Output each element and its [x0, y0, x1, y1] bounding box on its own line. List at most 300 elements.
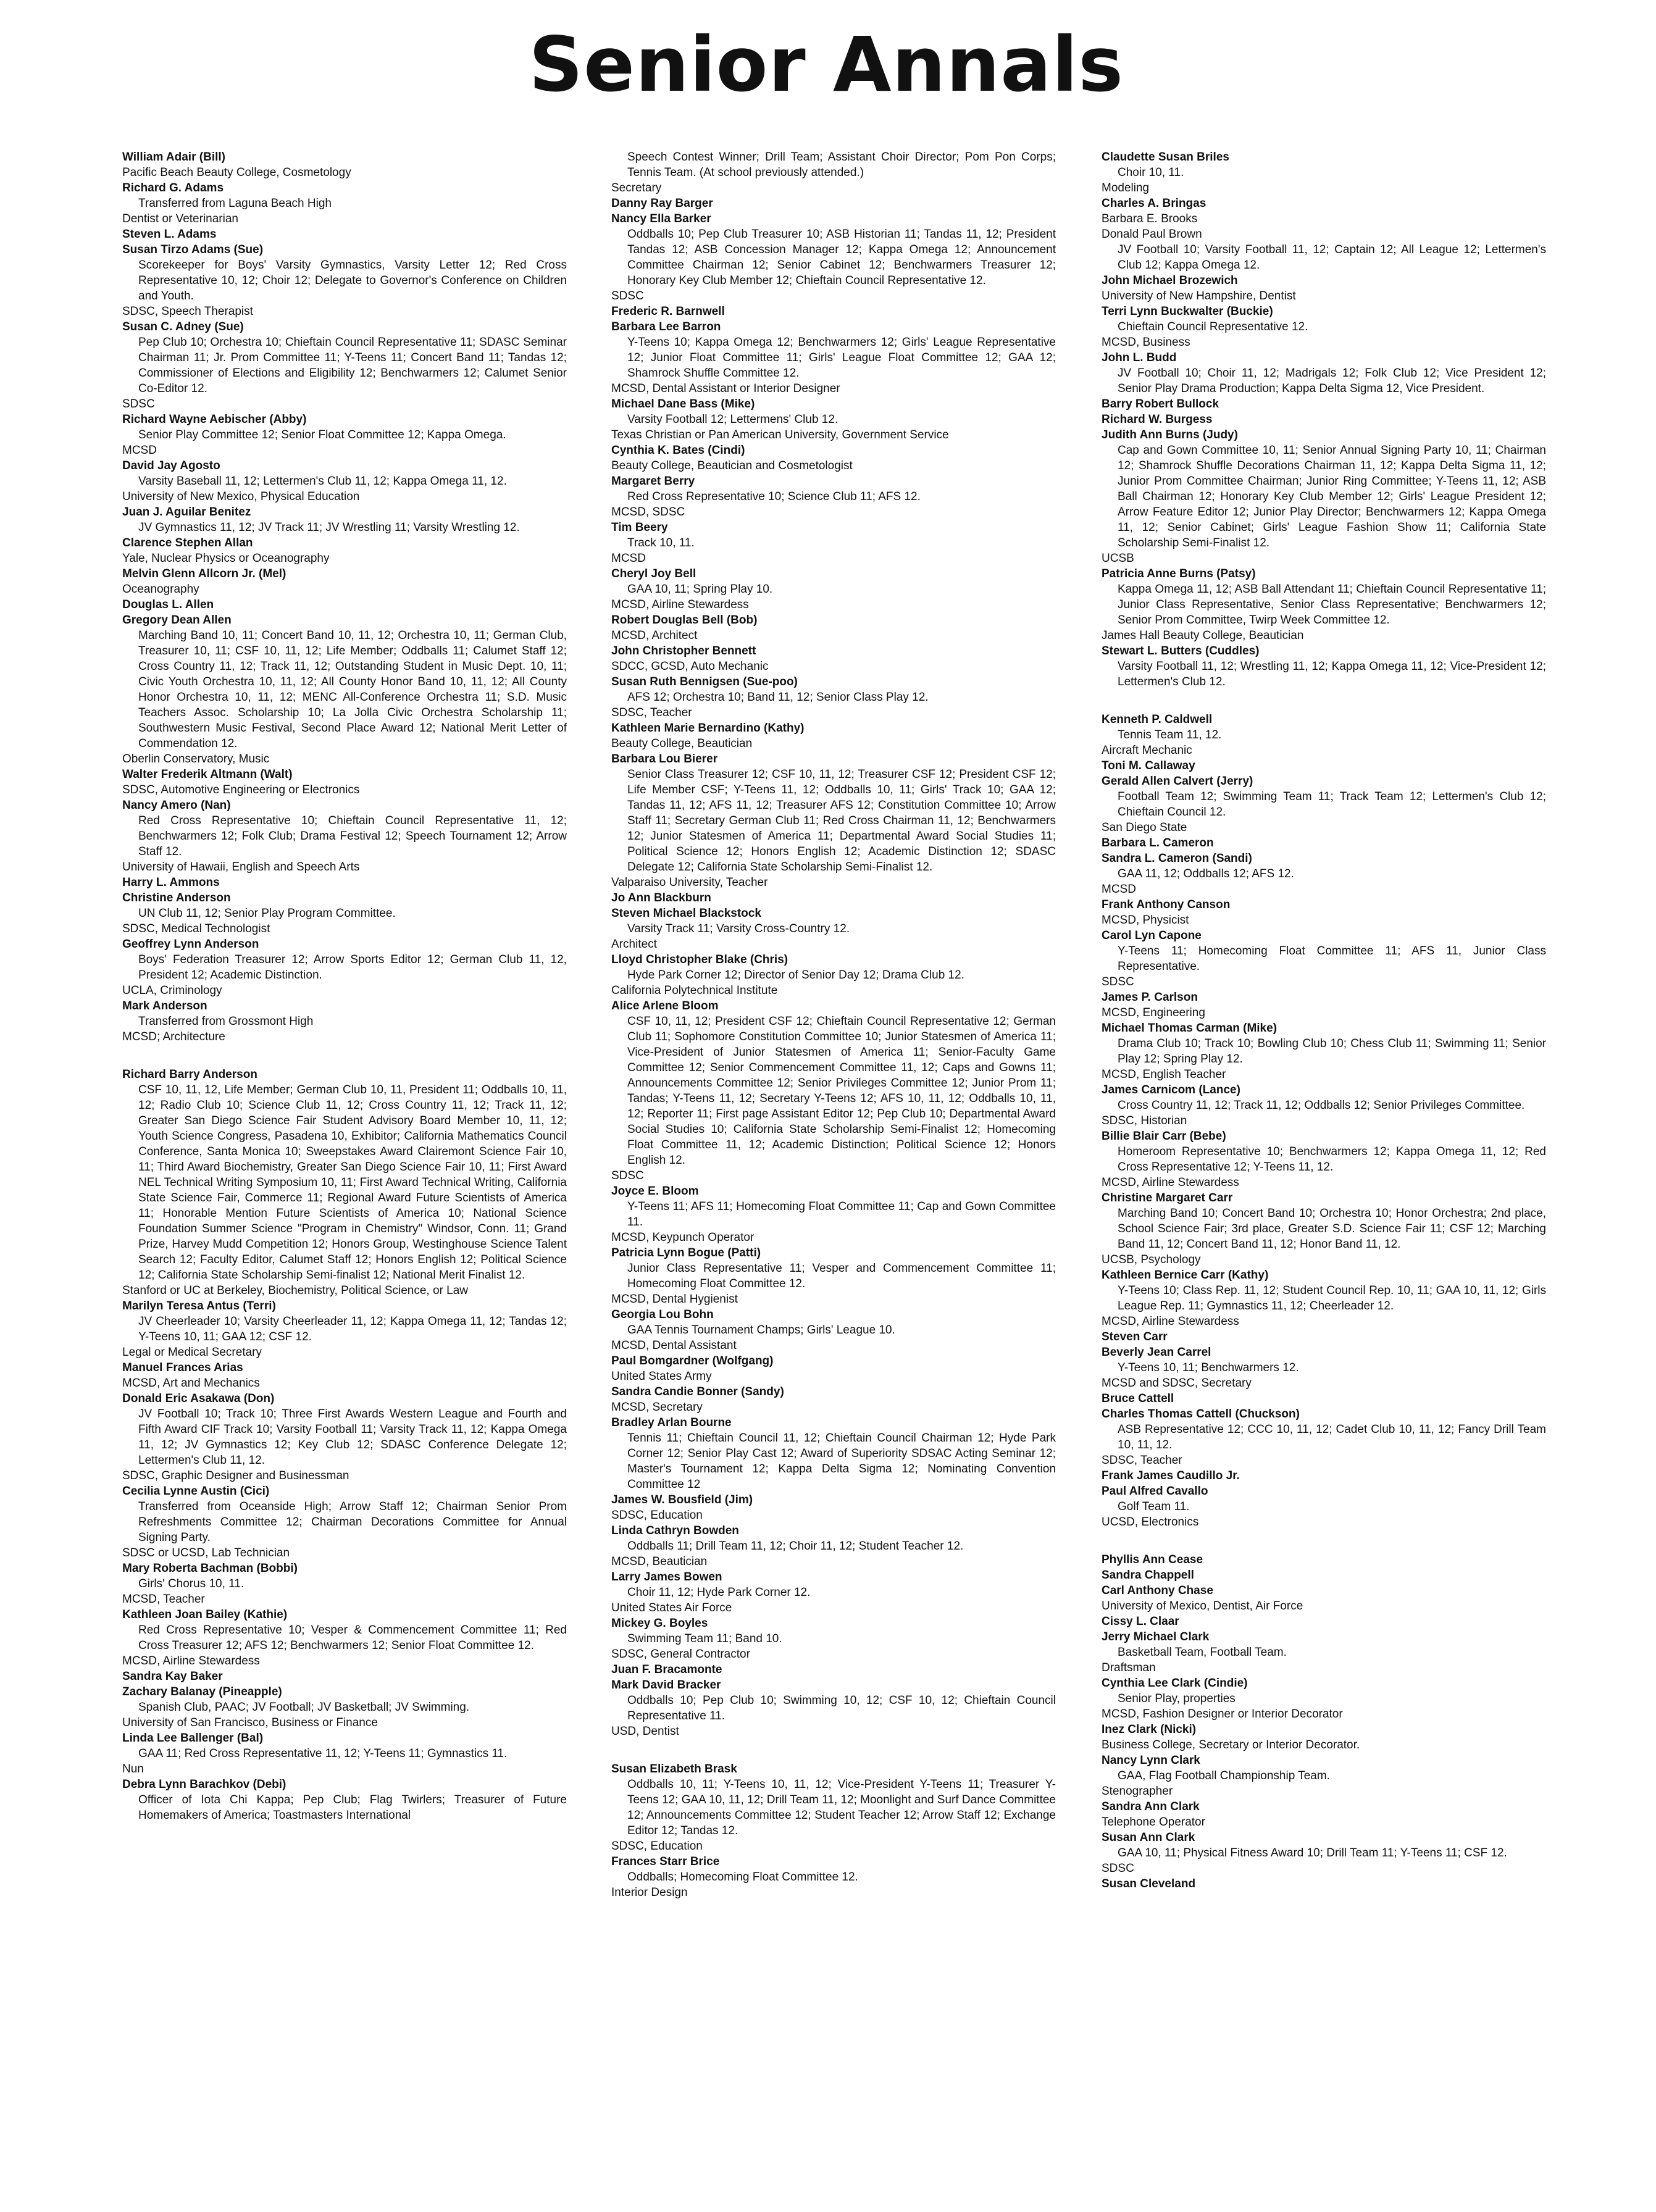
- senior-plans: MCSD, Airline Stewardess: [1102, 1315, 1239, 1328]
- senior-plans: Stenographer: [1102, 1785, 1173, 1798]
- senior-name: Richard Wayne Aebischer (Abby): [122, 413, 307, 426]
- senior-entry: [122, 1777, 567, 1823]
- senior-activities: Transferred from Laguna Beach High: [138, 197, 332, 210]
- senior-activities: Red Cross Representative 10; Science Club 11; AFS 12.: [627, 490, 921, 503]
- senior-activities: JV Cheerleader 10; Varsity Cheerleader 11, 12; Kappa Omega 11, 12; Tandas 12; Y-Teens 10, 11; GAA 12; CSF 12.: [138, 1315, 567, 1343]
- senior-entry: [1102, 758, 1546, 774]
- senior-activities: Choir 11, 12; Hyde Park Corner 12.: [627, 1586, 811, 1599]
- senior-plans: SDSC, Speech Therapist: [122, 305, 253, 318]
- senior-activities: Varsity Track 11; Varsity Cross-Country 12.: [627, 922, 850, 935]
- senior-entry: [1102, 273, 1546, 304]
- senior-name: Debra Lynn Barachkov (Debi): [122, 1778, 286, 1791]
- senior-name: Joyce E. Bloom: [611, 1185, 699, 1198]
- senior-name: Lloyd Christopher Blake (Chris): [611, 953, 788, 966]
- senior-plans: MCSD, Art and Mechanics: [122, 1377, 260, 1390]
- senior-plans: Telephone Operator: [1102, 1816, 1205, 1829]
- senior-entry: [122, 1360, 567, 1391]
- senior-name: Juan J. Aguilar Benitez: [122, 506, 251, 519]
- senior-name: Juan F. Bracamonte: [611, 1663, 722, 1676]
- senior-entry: [611, 1662, 1056, 1677]
- senior-activities: Football Team 12; Swimming Team 11; Track Team 12; Lettermen's Club 12; Chieftain Council 12.: [1118, 790, 1546, 819]
- senior-entry: [1102, 566, 1546, 643]
- senior-entry: [122, 1484, 567, 1561]
- senior-plans: Secretary: [611, 182, 662, 194]
- senior-name: Mickey G. Boyles: [611, 1617, 708, 1630]
- senior-plans: MCSD and SDSC, Secretary: [1102, 1377, 1252, 1390]
- senior-activities: JV Football 10; Track 10; Three First Awards Western League and Fourth and Fifth Award CIF Track 10; Varsity Football 11; Varsity Track 11, 12; Kappa Omega 11, 12; JV Gymnastics 12; Key Club 12; SDASC Conference Delegate 12; Lettermen's Club 11, 12.: [138, 1408, 567, 1467]
- column-1: [122, 149, 567, 2187]
- senior-plans: SDSC, Teacher: [611, 706, 692, 719]
- senior-entry: [611, 906, 1056, 952]
- senior-entry: [1102, 427, 1546, 566]
- senior-name: Michael Thomas Carman (Mike): [1102, 1022, 1278, 1035]
- senior-name: Kenneth P. Caldwell: [1102, 713, 1213, 726]
- senior-name: Kathleen Joan Bailey (Kathie): [122, 1608, 288, 1621]
- senior-entry: [611, 643, 1056, 674]
- senior-activities: Y-Teens 11; AFS 11; Homecoming Float Committee 11; Cap and Gown Committee 11.: [627, 1200, 1056, 1229]
- senior-plans: United States Air Force: [611, 1601, 732, 1614]
- senior-entry: [611, 1415, 1056, 1492]
- senior-entry: [1102, 304, 1546, 350]
- senior-activities: Y-Teens 10; Class Rep. 11, 12; Student Council Rep. 10, 11; GAA 10, 11, 12; Girls League Rep. 11; Gymnastics 11, 12; Cheerleader 12.: [1118, 1284, 1546, 1313]
- senior-entry: [611, 1183, 1056, 1245]
- senior-name: James P. Carlson: [1102, 991, 1198, 1004]
- senior-plans: UCSB, Psychology: [1102, 1253, 1201, 1266]
- senior-name: Georgia Lou Bohn: [611, 1308, 714, 1321]
- senior-entry: [611, 952, 1056, 998]
- senior-entry: [122, 149, 567, 180]
- senior-entry: [1102, 1406, 1546, 1468]
- senior-name: Danny Ray Barger: [611, 197, 713, 210]
- senior-name: Susan Ann Clark: [1102, 1831, 1195, 1844]
- senior-name: Kathleen Bernice Carr (Kathy): [1102, 1269, 1269, 1282]
- senior-activities: Golf Team 11.: [1118, 1500, 1190, 1513]
- senior-entry: [1102, 1484, 1546, 1530]
- senior-name: Sandra Chappell: [1102, 1569, 1194, 1582]
- senior-name: James W. Bousfield (Jim): [611, 1493, 753, 1506]
- senior-plans: Architect: [611, 938, 657, 951]
- senior-entry: [611, 674, 1056, 720]
- senior-entry: [122, 1607, 567, 1669]
- senior-name: Frances Starr Brice: [611, 1855, 720, 1868]
- senior-name: Billie Blair Carr (Bebe): [1102, 1130, 1226, 1143]
- senior-entry: [122, 504, 567, 535]
- senior-activities: GAA 10, 11; Physical Fitness Award 10; Drill Team 11; Y-Teens 11; CSF 12.: [1118, 1847, 1507, 1859]
- senior-plans: SDSC, Graphic Designer and Businessman: [122, 1469, 349, 1482]
- senior-plans: MCSD, SDSC: [611, 506, 685, 519]
- senior-activities: Choir 10, 11.: [1118, 166, 1184, 179]
- senior-name: Walter Frederik Altmann (Walt): [122, 768, 293, 781]
- senior-plans: Beauty College, Beautician and Cosmetologist: [611, 459, 853, 472]
- senior-name: Margaret Berry: [611, 475, 695, 488]
- senior-activities: AFS 12; Orchestra 10; Band 11, 12; Senior Class Play 12.: [627, 691, 929, 704]
- senior-entry: [1102, 1583, 1546, 1614]
- senior-plans: Donald Paul Brown: [1102, 228, 1202, 241]
- senior-name: Clarence Stephen Allan: [122, 536, 253, 549]
- senior-name: Susan Cleveland: [1102, 1877, 1196, 1890]
- senior-name: Jo Ann Blackburn: [611, 891, 711, 904]
- senior-plans: SDSC, Historian: [1102, 1114, 1187, 1127]
- senior-name: Michael Dane Bass (Mike): [611, 398, 755, 411]
- senior-name: Gerald Allen Calvert (Jerry): [1102, 775, 1253, 788]
- senior-plans: SDSC, General Contractor: [611, 1648, 750, 1661]
- senior-plans: SDCC, GCSD, Auto Mechanic: [611, 660, 769, 673]
- senior-name: Barbara L. Cameron: [1102, 837, 1214, 849]
- senior-name: Marilyn Teresa Antus (Terri): [122, 1300, 276, 1313]
- senior-name: Richard W. Burgess: [1102, 413, 1213, 426]
- senior-plans: Aircraft Mechanic: [1102, 744, 1192, 757]
- senior-entry: [122, 597, 567, 612]
- senior-name: Frank Anthony Canson: [1102, 898, 1231, 911]
- senior-name: Sandra Candie Bonner (Sandy): [611, 1385, 784, 1398]
- senior-name: Barbara Lee Barron: [611, 320, 721, 333]
- senior-plans: MCSD, Airline Stewardess: [611, 598, 749, 611]
- senior-entry: [1102, 1614, 1546, 1629]
- senior-entry: [122, 890, 567, 937]
- senior-name: Jerry Michael Clark: [1102, 1630, 1210, 1643]
- senior-entry: [1102, 149, 1546, 196]
- senior-name: Susan Tirzo Adams (Sue): [122, 243, 264, 256]
- senior-entry: [611, 1854, 1056, 1900]
- senior-activities: Senior Play Committee 12; Senior Float Committee 12; Kappa Omega.: [138, 428, 506, 441]
- senior-entry: [611, 1384, 1056, 1415]
- senior-name: John Christopher Bennett: [611, 645, 756, 657]
- senior-plans: SDSC, Education: [611, 1509, 703, 1522]
- senior-entry: [611, 196, 1056, 211]
- senior-entry: [611, 720, 1056, 751]
- senior-name: Mark David Bracker: [611, 1679, 721, 1692]
- senior-entry: [1102, 1567, 1546, 1583]
- senior-entry: [1102, 1020, 1546, 1082]
- senior-plans: Business College, Secretary or Interior Decorator.: [1102, 1738, 1360, 1751]
- senior-activities: GAA, Flag Football Championship Team.: [1118, 1769, 1330, 1782]
- senior-name: Cheryl Joy Bell: [611, 567, 696, 580]
- senior-entry: [122, 535, 567, 566]
- senior-activities: CSF 10, 11, 12; President CSF 12; Chieftain Council Representative 12; German Club 11; Sophomore Constitution Committee 10; Junior Statesmen of America 11; Vice-President of Junior Statesmen of America 11; Senior-Faculty Game Committee 12; Senior Commencement Committee 11, 12; Caps and Gowns 11; Announcements Committee 12; Senior Privileges Committee 12; Junior Prom 11; Tandas; Y-Teens 11, 12; Secretary Y-Teens 12; AFS 10, 11, 12; Oddballs 10, 11, 12; Reporter 11; First page Assistant Editor 12; Pep Club 10; Departmental Award Social Studies 10; California State Scholarship Semi-Finalist 12; Homecoming Float Committee 11, 12; Academic Distinction; Political Science 12; Honors English 12.: [627, 1015, 1056, 1167]
- senior-activities: Senior Class Treasurer 12; CSF 10, 11, 12; Treasurer CSF 12; President CSF 12; Life Member CSF; Y-Teens 11, 12; Oddballs 10, 11; Girls' Track 10; GAA 12; Tandas 11, 12; AFS 11, 12; Treasurer AFS 12; Constitution Committee 10; Arrow Staff 11; Secretary German Club 11; Red Cross Chairman 11, 12; Benchwarmers 12; Junior Statesmen of America 11; Departmental Award Social Studies 11; Political Science 12; Honors English 12; Academic Distinction 12; SDASC Delegate 12; California State Scholarship Semi-Finalist 12.: [627, 768, 1056, 874]
- senior-name: Charles A. Bringas: [1102, 197, 1206, 210]
- senior-name: Christine Anderson: [122, 891, 231, 904]
- senior-entry: [611, 998, 1056, 1183]
- senior-activities: ASB Representative 12; CCC 10, 11, 12; Cadet Club 10, 11, 12; Fancy Drill Team 10, 11, 12.: [1118, 1423, 1546, 1451]
- senior-activities: Homeroom Representative 10; Benchwarmers 12; Kappa Omega 11, 12; Red Cross Representative 12; Y-Teens 11, 12.: [1118, 1145, 1546, 1174]
- senior-name: Patricia Lynn Bogue (Patti): [611, 1246, 761, 1259]
- senior-entry: [1102, 1329, 1546, 1345]
- senior-name: Cynthia Lee Clark (Cindie): [1102, 1677, 1248, 1690]
- senior-name: Nancy Amero (Nan): [122, 799, 231, 812]
- senior-plans: SDSC, Education: [611, 1840, 703, 1853]
- senior-name: John Michael Brozewich: [1102, 274, 1238, 287]
- senior-entry: [611, 1492, 1056, 1523]
- senior-name: Terri Lynn Buckwalter (Buckie): [1102, 305, 1273, 318]
- senior-plans: SDSC, Teacher: [1102, 1454, 1182, 1467]
- senior-entry: [1102, 643, 1546, 690]
- senior-plans: James Hall Beauty College, Beautician: [1102, 629, 1304, 642]
- senior-plans: Stanford or UC at Berkeley, Biochemistry, Political Science, or Law: [122, 1284, 469, 1297]
- senior-name: Larry James Bowen: [611, 1571, 722, 1584]
- senior-name: Paul Alfred Cavallo: [1102, 1485, 1208, 1498]
- senior-plans: UCSD, Electronics: [1102, 1516, 1199, 1529]
- senior-entry: [611, 890, 1056, 906]
- senior-activities: Senior Play, properties: [1118, 1692, 1236, 1705]
- column-3: [1102, 149, 1546, 2187]
- senior-activities: Cross Country 11, 12; Track 11, 12; Oddballs 12; Senior Privileges Committee.: [1118, 1099, 1525, 1112]
- senior-name: John L. Budd: [1102, 351, 1177, 364]
- senior-plans: MCSD: [1102, 883, 1136, 896]
- senior-activities: Marching Band 10; Concert Band 10; Orchestra 10; Honor Orchestra; 2nd place, School Science Fair; 3rd place, Greater S.D. Science Fair 11; CSF 12; Marching Band 11, 12; Concert Band 11, 12; Honor Band 11, 12.: [1118, 1207, 1546, 1251]
- senior-plans: MCSD, Fashion Designer or Interior Decorator: [1102, 1708, 1343, 1721]
- page-title: Senior Annals: [529, 21, 1124, 109]
- senior-activities: Track 10, 11.: [627, 536, 695, 549]
- senior-name: David Jay Agosto: [122, 459, 220, 472]
- senior-name: Richard G. Adams: [122, 182, 224, 194]
- senior-name: Richard Barry Anderson: [122, 1068, 257, 1081]
- senior-name: Harry L. Ammons: [122, 876, 220, 889]
- senior-plans: Legal or Medical Secretary: [122, 1346, 262, 1359]
- senior-name: Steven Michael Blackstock: [611, 907, 761, 920]
- senior-name: Zachary Balanay (Pineapple): [122, 1685, 282, 1698]
- senior-plans: United States Army: [611, 1370, 712, 1383]
- senior-plans: Pacific Beach Beauty College, Cosmetology: [122, 166, 351, 179]
- senior-entry: [122, 566, 567, 597]
- senior-name: Nancy Ella Barker: [611, 212, 711, 225]
- senior-plans: University of Mexico, Dentist, Air Force: [1102, 1600, 1303, 1613]
- senior-plans: MCSD, Airline Stewardess: [122, 1655, 260, 1667]
- senior-plans: Modeling: [1102, 182, 1150, 194]
- senior-activities: Y-Teens 10, 11; Benchwarmers 12.: [1118, 1361, 1299, 1374]
- senior-name: Manuel Frances Arias: [122, 1361, 243, 1374]
- senior-name: Alice Arlene Bloom: [611, 1000, 719, 1012]
- senior-activities: Tennis 11; Chieftain Council 11, 12; Chieftain Council Chairman 12; Hyde Park Corner 12; Senior Play Cast 12; Award of Superiority SDSAC Acting Seminar 12; Master's Tournament 12; Kappa Delta Sigma 12; Nominating Convention Committee 12: [627, 1432, 1056, 1491]
- senior-plans: SDSC: [1102, 1862, 1134, 1875]
- senior-name: Cecilia Lynne Austin (Cici): [122, 1485, 270, 1498]
- senior-entry: [1102, 396, 1546, 412]
- senior-plans: SDSC: [611, 1169, 644, 1182]
- senior-entry: [611, 304, 1056, 319]
- senior-plans: MCSD, Dental Assistant or Interior Designer: [611, 382, 840, 395]
- senior-activities: JV Gymnastics 11, 12; JV Track 11; JV Wrestling 11; Varsity Wrestling 12.: [138, 521, 520, 534]
- senior-entry: [611, 1616, 1056, 1662]
- senior-entry: [122, 1730, 567, 1777]
- senior-name: Mark Anderson: [122, 1000, 207, 1012]
- senior-name: Inez Clark (Nicki): [1102, 1723, 1197, 1736]
- senior-activities: GAA Tennis Tournament Champs; Girls' League 10.: [627, 1324, 895, 1337]
- senior-activities: Drama Club 10; Track 10; Bowling Club 10; Chess Club 11; Swimming 11; Senior Play 12; Spring Play 12.: [1118, 1037, 1546, 1066]
- senior-entry: [1102, 1676, 1546, 1722]
- senior-entry: [1102, 897, 1546, 928]
- senior-name: Carol Lyn Capone: [1102, 929, 1202, 942]
- senior-entry: [122, 1298, 567, 1360]
- senior-plans: SDSC or UCSD, Lab Technician: [122, 1546, 290, 1559]
- senior-plans: MCSD; Architecture: [122, 1030, 225, 1043]
- senior-plans: UCLA, Criminology: [122, 984, 222, 997]
- senior-activities: Speech Contest Winner; Drill Team; Assistant Choir Director; Pom Pon Corps; Tennis Team. (At school previously attended.): [627, 151, 1056, 179]
- senior-entry: [611, 1245, 1056, 1307]
- senior-entry: [611, 566, 1056, 612]
- senior-plans: San Diego State: [1102, 821, 1187, 834]
- senior-name: Christine Margaret Carr: [1102, 1192, 1233, 1204]
- senior-entry: [1102, 1552, 1546, 1567]
- senior-entry: [1102, 712, 1546, 758]
- senior-entry: [611, 1353, 1056, 1384]
- senior-plans: University of San Francisco, Business or Finance: [122, 1716, 378, 1729]
- senior-entry: [611, 612, 1056, 643]
- senior-activities: CSF 10, 11, 12, Life Member; German Club 10, 11, President 11; Oddballs 10, 11, 12; Radio Club 10; Science Club 11, 12; Cross Country 11, 12; Track 11, 12; Greater San Diego Science Fair Student Advisory Board Member 10, 11, 12; Youth Science Congress, Pasadena 10, Exhibitor; California Mathematics Council Conference, Santa Monica 10; Sweepstakes Award Clairemont Science Fair 10, 11; Third Award Biochemistry, Greater San Diego Science Fair 10, 11; First Award NEL Technical Writing Symposium 10, 11; First Award Technical Writing, California State Science Fair, Commerce 11; Regional Award Future Scientists of America 11; Honorable Mention Future Scientists of America 10; National Science Foundation Summer Science "Program in Chemistry" Windsor, Conn. 11; Grand Prize, Harvey Mudd Competition 12; Honors Group, Westinghouse Science Talent Search 12; Faculty Editor, Calumet Staff 12; Honors English 12; Political Science 12; California State Scholarship Semi-finalist 12; National Merit Finalist 12.: [138, 1083, 567, 1282]
- senior-name: Frederic R. Barnwell: [611, 305, 725, 318]
- senior-entry: [122, 1067, 567, 1298]
- senior-plans: SDSC: [611, 290, 644, 303]
- senior-activities: Transferred from Grossmont High: [138, 1015, 314, 1028]
- senior-plans: Yale, Nuclear Physics or Oceanography: [122, 552, 330, 565]
- senior-activities: Y-Teens 10; Kappa Omega 12; Benchwarmers 12; Girls' League Representative 12; Junior Float Committee 11; Girls' League Float Committee 12; GAA 12; Shamrock Shuffle Committee 12.: [627, 336, 1056, 380]
- senior-plans: MCSD: [122, 444, 157, 457]
- senior-activities: GAA 11; Red Cross Representative 11, 12; Y-Teens 11; Gymnastics 11.: [138, 1747, 508, 1760]
- senior-entry: [1102, 412, 1546, 427]
- senior-entry: [1102, 1468, 1546, 1484]
- senior-plans: Draftsman: [1102, 1661, 1156, 1674]
- senior-entry: [611, 149, 1056, 196]
- senior-entry: [1102, 1799, 1546, 1830]
- senior-entry: [1102, 1876, 1546, 1892]
- senior-name: Nancy Lynn Clark: [1102, 1754, 1200, 1767]
- senior-plans: MCSD, Physicist: [1102, 914, 1189, 927]
- senior-activities: Oddballs 10; Pep Club Treasurer 10; ASB Historian 11; Tandas 11, 12; President Tandas 12; ASB Concession Manager 12; Kappa Omega 12; Announcement Committee Chairman 12; Senior Cabinet 12; Benchwarmers Treasurer 12; Honorary Key Club Member 12; Chieftain Council Representative 12.: [627, 228, 1056, 287]
- senior-entry: [1102, 928, 1546, 990]
- senior-plans: Interior Design: [611, 1886, 688, 1899]
- senior-name: James Carnicom (Lance): [1102, 1083, 1240, 1096]
- senior-name: Beverly Jean Carrel: [1102, 1346, 1211, 1359]
- senior-entry: [1102, 774, 1546, 835]
- senior-name: Toni M. Callaway: [1102, 759, 1195, 772]
- senior-name: Kathleen Marie Bernardino (Kathy): [611, 722, 805, 735]
- senior-entry: [1102, 1391, 1546, 1406]
- senior-plans: University of New Mexico, Physical Education: [122, 490, 360, 503]
- senior-activities: Varsity Football 11, 12; Wrestling 11, 12; Kappa Omega 11, 12; Vice-President 12; Lettermen's Club 12.: [1118, 660, 1546, 688]
- senior-name: Cissy L. Claar: [1102, 1615, 1179, 1628]
- senior-activities: Transferred from Oceanside High; Arrow Staff 12; Chairman Senior Prom Refreshments Committee 12; Chairman Decorations Committee for Annual Signing Party.: [138, 1500, 567, 1544]
- senior-name: Melvin Glenn Allcorn Jr. (Mel): [122, 567, 286, 580]
- senior-entry: [1102, 1722, 1546, 1753]
- senior-activities: Girls' Chorus 10, 11.: [138, 1577, 245, 1590]
- senior-activities: Tennis Team 11, 12.: [1118, 728, 1222, 741]
- senior-name: Geoffrey Lynn Anderson: [122, 938, 259, 951]
- senior-entry: [1102, 1345, 1546, 1391]
- senior-entry: [611, 474, 1056, 520]
- senior-entry: [611, 1523, 1056, 1569]
- senior-activities: GAA 11, 12; Oddballs 12; AFS 12.: [1118, 867, 1294, 880]
- senior-name: Susan Ruth Bennigsen (Sue-poo): [611, 675, 798, 688]
- senior-plans: USD, Dentist: [611, 1725, 679, 1738]
- senior-plans: MCSD, English Teacher: [1102, 1068, 1226, 1081]
- senior-activities: JV Football 10; Varsity Football 11, 12; Captain 12; All League 12; Lettermen's Club 12; Kappa Omega 12.: [1118, 243, 1546, 272]
- senior-name: Linda Lee Ballenger (Bal): [122, 1732, 264, 1745]
- senior-name: Sandra L. Cameron (Sandi): [1102, 852, 1252, 865]
- senior-name: Sandra Kay Baker: [122, 1670, 223, 1683]
- senior-entry: [122, 612, 567, 767]
- senior-name: Claudette Susan Briles: [1102, 151, 1229, 164]
- senior-plans: MCSD, Engineering: [1102, 1006, 1205, 1019]
- senior-entry: [611, 319, 1056, 396]
- senior-entry: [122, 767, 567, 798]
- senior-entry: [1102, 851, 1546, 897]
- senior-activities: JV Football 10; Choir 11, 12; Madrigals 12; Folk Club 12; Vice President 12; Senior Play Drama Production; Kappa Delta Sigma 12, Vice President.: [1118, 367, 1546, 395]
- senior-plans: Oberlin Conservatory, Music: [122, 753, 270, 766]
- senior-plans: SDSC, Automotive Engineering or Electronics: [122, 783, 360, 796]
- senior-activities: UN Club 11, 12; Senior Play Program Committee.: [138, 907, 396, 920]
- senior-name: Bradley Arlan Bourne: [611, 1416, 732, 1429]
- senior-activities: Red Cross Representative 10; Chieftain Council Representative 11, 12; Benchwarmers 12; Folk Club; Drama Festival 12; Speech Tournament 12; Arrow Staff 12.: [138, 814, 567, 858]
- senior-plans: Valparaiso University, Teacher: [611, 876, 768, 889]
- senior-entry: [122, 1684, 567, 1730]
- senior-entry: [1102, 1753, 1546, 1799]
- senior-entry: [611, 520, 1056, 566]
- senior-activities: Varsity Football 12; Lettermens' Club 12.: [627, 413, 838, 426]
- senior-plans: University of New Hampshire, Dentist: [1102, 290, 1296, 303]
- senior-entry: [1102, 1129, 1546, 1190]
- senior-entry: [611, 1307, 1056, 1353]
- senior-plans: Dentist or Veterinarian: [122, 212, 238, 225]
- senior-entry: [1102, 1629, 1546, 1676]
- senior-entry: [122, 242, 567, 319]
- senior-name: Steven Carr: [1102, 1330, 1168, 1343]
- senior-plans: California Polytechnical Institute: [611, 984, 778, 997]
- senior-activities: Hyde Park Corner 12; Director of Senior Day 12; Drama Club 12.: [627, 969, 964, 982]
- senior-plans: SDSC: [122, 398, 155, 411]
- senior-activities: Scorekeeper for Boys' Varsity Gymnastics, Varsity Letter 12; Red Cross Representative 10, 12; Choir 12; Delegate to Governor's Conference on Children and Youth.: [138, 259, 567, 303]
- senior-activities: Swimming Team 11; Band 10.: [627, 1632, 782, 1645]
- senior-entry: [1102, 1082, 1546, 1129]
- senior-plans: Texas Christian or Pan American University, Government Service: [611, 428, 949, 441]
- senior-activities: Oddballs 10; Pep Club 10; Swimming 10, 12; CSF 10, 12; Chieftain Council Representative 11.: [627, 1694, 1056, 1722]
- senior-entry: [611, 1677, 1056, 1739]
- senior-entry: [122, 1561, 567, 1607]
- senior-name: Donald Eric Asakawa (Don): [122, 1392, 275, 1405]
- senior-name: Bruce Cattell: [1102, 1392, 1174, 1405]
- senior-activities: Basketball Team, Football Team.: [1118, 1646, 1287, 1659]
- senior-name: Charles Thomas Cattell (Chuckson): [1102, 1408, 1300, 1421]
- senior-activities: Spanish Club, PAAC; JV Football; JV Basketball; JV Swimming.: [138, 1701, 470, 1714]
- senior-name: Barry Robert Bullock: [1102, 398, 1219, 411]
- senior-entry: [611, 1569, 1056, 1616]
- senior-entry: [122, 1669, 567, 1684]
- senior-name: Paul Bomgardner (Wolfgang): [611, 1354, 774, 1367]
- senior-activities: Pep Club 10; Orchestra 10; Chieftain Council Representative 11; SDASC Seminar Chairman 11; Jr. Prom Committee 11; Y-Teens 11; Concert Band 11; Tandas 12; Commissioner of Elections and Eligibility 12; Benchwarmers 12; Calumet Senior Co-Editor 12.: [138, 336, 567, 395]
- senior-plans: Barbara E. Brooks: [1102, 212, 1198, 225]
- senior-entry: [1102, 1267, 1546, 1329]
- senior-entry: [611, 211, 1056, 304]
- senior-entry: [122, 875, 567, 890]
- senior-plans: MCSD, Architect: [611, 629, 698, 642]
- senior-plans: University of Hawaii, English and Speech Arts: [122, 861, 360, 874]
- senior-activities: Chieftain Council Representative 12.: [1118, 320, 1308, 333]
- senior-entry: [1102, 1190, 1546, 1267]
- senior-name: Steven L. Adams: [122, 228, 217, 241]
- senior-activities: Officer of Iota Chi Kappa; Pep Club; Flag Twirlers; Treasurer of Future Homemakers of America; Toastmasters International: [138, 1793, 567, 1822]
- senior-plans: MCSD, Dental Assistant: [611, 1339, 737, 1352]
- senior-plans: Nun: [122, 1763, 144, 1776]
- senior-entry: [1102, 990, 1546, 1020]
- senior-activities: Oddballs; Homecoming Float Committee 12.: [627, 1871, 858, 1884]
- senior-name: Carl Anthony Chase: [1102, 1584, 1213, 1597]
- senior-name: Sandra Ann Clark: [1102, 1800, 1200, 1813]
- senior-entry: [122, 458, 567, 504]
- senior-entry: [122, 1391, 567, 1484]
- senior-entry: [122, 319, 567, 412]
- senior-name: Cynthia K. Bates (Cindi): [611, 444, 745, 457]
- senior-name: Barbara Lou Bierer: [611, 753, 718, 766]
- senior-activities: Junior Class Representative 11; Vesper and Commencement Committee 11; Homecoming Float Committee 12.: [627, 1262, 1056, 1290]
- senior-activities: Red Cross Representative 10; Vesper & Commencement Committee 11; Red Cross Treasurer 12; AFS 12; Benchwarmers 12; Senior Float Committee 12.: [138, 1624, 567, 1652]
